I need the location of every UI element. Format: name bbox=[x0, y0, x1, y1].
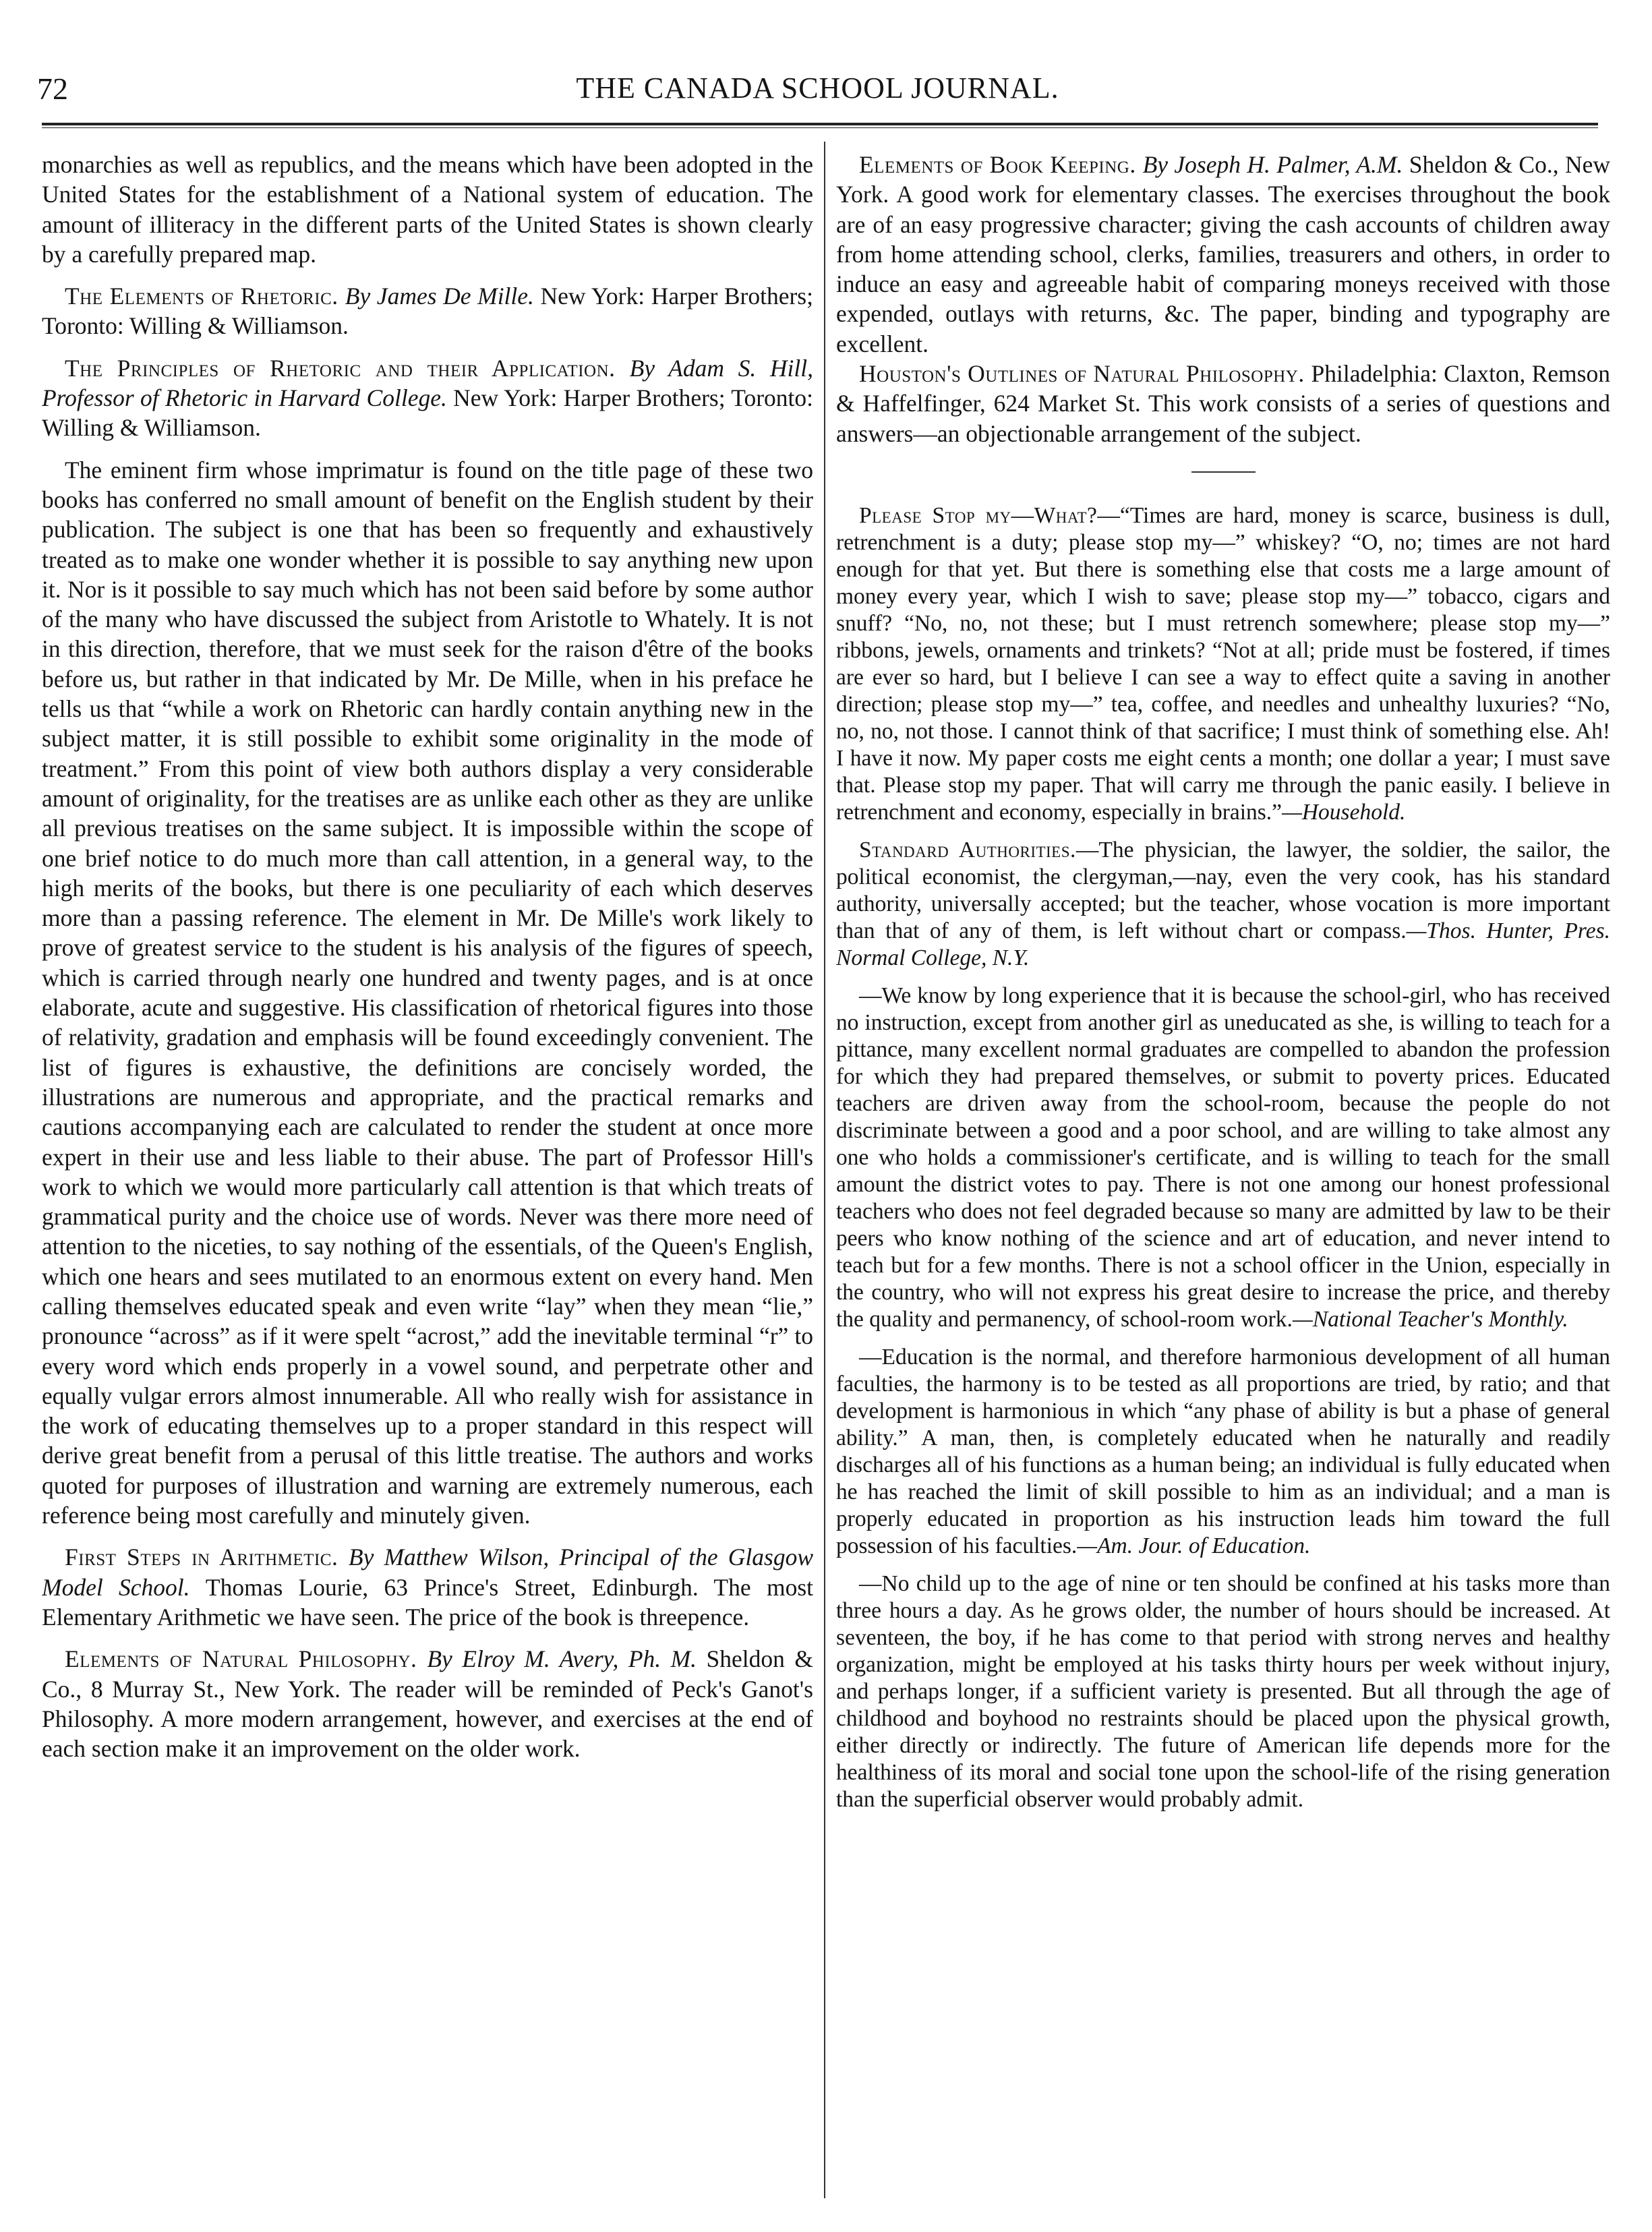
book-title: The Elements of Rhetoric. bbox=[65, 283, 345, 310]
review-text: Thomas Lourie, 63 Prince's Street, Edinburgh. The most Elementary Arithmetic we have seen. The price of the book is threepence. bbox=[42, 1573, 813, 1631]
section-divider bbox=[1191, 471, 1256, 473]
item-text: —We know by long experience that it is because the school-girl, who has received no instruction, except from another girl as uneducated as she, is willing to teach for a pittance, many excellent normal graduates are compelled to abandon the profession for which they had prepared themselves, or submit to poverty prices. Educated teachers are driven away from the school-room, because the people do not discriminate between a good and a poor school, and are willing to take almost any one who holds a commissioner's certificate, and is willing to teach for the small amount the district votes to pay. There is not one among our honest professional teachers who does not feel degraded because so many are admitted by law to be their peers who know nothing of the science and art of education, and never intend to teach but for a few months. There is not a school officer in the Union, especially in the country, who will not express his great desire to increase the price, and thereby the quality and permanency, of school-room work. bbox=[836, 982, 1610, 1332]
book-author: By Elroy M. Avery, Ph. M. bbox=[427, 1645, 707, 1673]
page-number: 72 bbox=[37, 71, 68, 106]
left-column bbox=[42, 150, 813, 2193]
item-title: Standard Authorities. bbox=[859, 837, 1076, 862]
item-text: —No child up to the age of nine or ten should be confined at his tasks more than three hours a day. As he grows older, the number of hours should be increased. At seventeen, the boy, if he has come to that period with strong nerves and healthy organization, might be employed at his tasks thirty hours per week without injury, and perhaps longer, if a sufficient variety is presented. But all through the age of childhood and boyhood no restraints should be placed upon the physical growth, either directly or indirectly. The future of American life depends more for the healthiness of its moral and social tone upon the school-life of the rising generation than the superficial observer would probably admit. bbox=[836, 1570, 1610, 1812]
review-continuation: monarchies as well as republics, and the means which have been adopted in the United States for the establishment of a National system of education. The amount of illiteracy in the different parts of the United States is shown clearly by a carefully prepared map. bbox=[42, 151, 813, 268]
book-title: First Steps in Arithmetic. bbox=[65, 1544, 349, 1571]
review-entry-rhetoric-hill bbox=[42, 353, 813, 443]
right-column bbox=[836, 150, 1610, 2193]
item-source: —Household. bbox=[1282, 799, 1406, 825]
item-teachers-pay bbox=[836, 982, 1610, 1333]
book-author: By Adam S. Hill, Professor of Rhetoric in Harvard College. bbox=[42, 354, 813, 412]
review-text: Philadelphia: Claxton, Remson & Haffelfinger, 624 Market St. This work consists of a series of questions and answers—an objectionable arrangement of the subject. bbox=[836, 360, 1610, 447]
rhetoric-review-body: The eminent firm whose imprimatur is found on the title page of these two books has conferred no small amount of benefit on the English student by their publication. The subject is one that has been so frequently and exhaustively treated as to make one wonder whether it is possible to say anything new upon it. Nor is it possible to say much which has not been said before by some author of the many who have discussed the subject from Aristotle to Whately. It is not in this direction, therefore, that we must seek for the raison d'être of the books before us, but rather in that indicated by Mr. De Mille, when in his preface he tells us that “while a work on Rhetoric can hardly contain anything new in the subject matter, it is still possible to exhibit some originality in the mode of treatment.” From this point of view both authors display a very considerable amount of originality, for the treatises are as unlike each other as they are unlike all previous treatises on the same subject. It is impossible within the scope of one brief notice to do much more than call attention, in a general way, to the high merits of the books, but there is one peculiarity of each which deserves more than a passing reference. The element in Mr. De Mille's work likely to prove of greatest service to the student is his analysis of the figures of speech, which is carried through nearly one hundred and twenty pages, and is at once elaborate, acute and suggestive. His classification of rhetorical figures into those of relativity, gradation and emphasis will be found exceedingly convenient. The list of figures is exhaustive, the definitions are concisely worded, the illustrations are numerous and appropriate, and the practical remarks and cautions accompanying each are calculated to render the student at once more expert in their use and less liable to their abuse. The part of Professor Hill's work to which we would more particularly call attention is that which treats of grammatical purity and the choice use of words. Never was there more need of attention to the niceties, to say nothing of the essentials, of the Queen's English, which one hears and sees mutilated to an enormous extent on every hand. Men calling themselves educated speak and even write “lay” when they mean “lie,” pronounce “across” as if it were spelt “acrost,” add the inevitable terminal “r” to every word which ends properly in a vowel sound, and perpetrate other and equally vulgar errors almost innumerable. All who really wish for assistance in the work of educating themselves up to a proper standard in this respect will derive great benefit from a perusal of this little treatise. The authors and works quoted for purposes of illustration and warning are extremely numerous, each reference being most carefully and minutely given. bbox=[42, 456, 813, 1529]
item-text: —Education is the normal, and therefore harmonious development of all human faculties, the harmony is to be tested as all proportions are tried, by ratio; and that development is harmonious in which “any phase of ability is but a phase of general ability.” A man, then, is completely educated when he naturally and readily discharges all of his functions as a human being; an individual is fully educated when he has reached the limit of skill possible to him as an individual; and a man is properly educated in proportion as his instruction leads him toward the full possession of his faculties. bbox=[836, 1344, 1610, 1558]
review-entry-book-keeping bbox=[836, 150, 1610, 359]
book-title: Elements of Book Keeping. bbox=[859, 151, 1143, 178]
book-publisher: New York: Harper Brothers; Toronto: Willing & Williamson. bbox=[42, 283, 813, 340]
page-header bbox=[37, 71, 1598, 111]
item-text: —The physician, the lawyer, the soldier, the sailor, the political economist, the clergyman,—nay, even the very cook, has his standard authority, universally accepted; but the teacher, whose vocation is more important than that of any of them, is left without chart or compass. bbox=[836, 837, 1610, 943]
review-text: Sheldon & Co., 8 Murray St., New York. The reader will be reminded of Peck's Ganot's Philosophy. A more modern arrangement, however, and exercises at the end of each section make it an improvement on the older work. bbox=[42, 1645, 813, 1763]
item-child-tasks bbox=[836, 1570, 1610, 1813]
book-title: Elements of Natural Philosophy. bbox=[65, 1645, 427, 1673]
running-head: THE CANADA SCHOOL JOURNAL. bbox=[576, 71, 1059, 105]
item-source: —Thos. Hunter, Pres. Normal College, N.Y. bbox=[836, 918, 1610, 970]
item-text: —“Times are hard, money is scarce, business is dull, retrenchment is a duty; please stop my—” whiskey? “O, no; times are not hard enough for that yet. But there is something else that costs me a large amount of money every year, which I wish to save; please stop my—” tobacco, cigars and snuff? “No, no, not these; but I must retrench somewhere; please stop my—” ribbons, jewels, ornaments and trinkets? “Not at all; pride must be fostered, if times are ever so hard, but I believe I can see a way to effect quite a saving in another direction; please stop my—” tea, coffee, and needles and unhealthy luxuries? “No, no, no, not those. I cannot think of that sacrifice; I must think of something else. Ah! I have it now. My paper costs me eight cents a month; one dollar a year; I must save that. Please stop my paper. That will carry me through the panic easily. I believe in retrenchment and economy, especially in brains.” bbox=[836, 502, 1610, 825]
book-author: By James De Mille. bbox=[345, 283, 541, 310]
review-entry-rhetoric-de-mille bbox=[42, 281, 813, 341]
review-entry-houston bbox=[836, 359, 1610, 448]
review-text: Sheldon & Co., New York. A good work for elementary classes. The exercises throughout the book are of an easy progressive character; giving the cash accounts of children away from home attending school, clerks, families, treasurers and others, in order to induce an easy and agreeable habit of comparing moneys received with those expended, outlays with returns, &c. The paper, binding and typography are excellent. bbox=[836, 151, 1610, 357]
item-please-stop bbox=[836, 502, 1610, 826]
book-author: By Joseph H. Palmer, A.M. bbox=[1142, 151, 1409, 178]
header-rule bbox=[42, 123, 1598, 128]
book-title: The Principles of Rhetoric and their Application. bbox=[65, 354, 630, 382]
book-author: By Matthew Wilson, Principal of the Glasgow Model School. bbox=[42, 1544, 813, 1601]
review-entry-arithmetic bbox=[42, 1542, 813, 1632]
item-title: Please Stop my—What? bbox=[859, 502, 1098, 528]
book-title: Houston's Outlines of Natural Philosophy. bbox=[859, 360, 1311, 388]
item-harmonious-education bbox=[836, 1344, 1610, 1560]
book-publisher: New York: Harper Brothers; Toronto: Willing & Williamson. bbox=[42, 384, 813, 442]
column-divider bbox=[824, 142, 825, 2198]
item-source: —Am. Jour. of Education. bbox=[1077, 1533, 1311, 1558]
item-standard-authorities bbox=[836, 837, 1610, 972]
item-source: —National Teacher's Monthly. bbox=[1292, 1306, 1568, 1332]
review-entry-natural-philosophy bbox=[42, 1644, 813, 1763]
